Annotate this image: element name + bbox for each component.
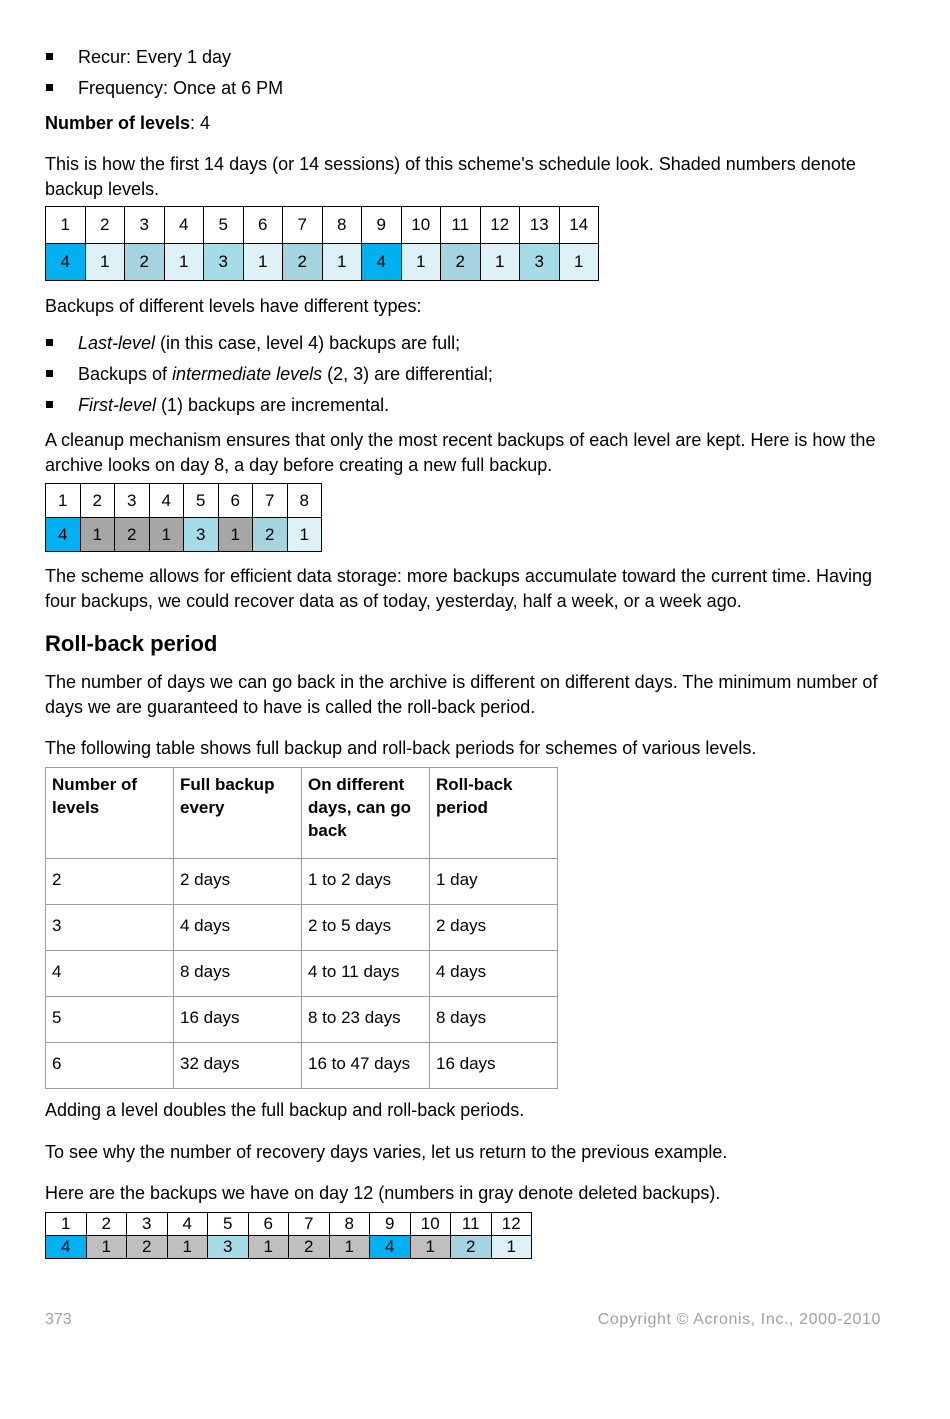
day-number-cell: 1	[46, 207, 86, 244]
schedule-settings-list	[45, 45, 283, 107]
day-number-cell: 13	[520, 207, 560, 244]
day-number-cell: 8	[329, 1213, 370, 1236]
page-number: 373	[45, 1311, 72, 1328]
storage-paragraph: The scheme allows for efficient data storage: more backups accumulate toward the current time. Having four backups, we could recover data as of today, yesterday, half a week, or a week ago.	[45, 566, 873, 611]
table-cell: 8 days	[430, 997, 558, 1043]
table-row	[46, 1213, 532, 1236]
day-number-cell: 12	[480, 207, 520, 244]
example-paragraph: To see why the number of recovery days varies, let us return to the previous example.	[45, 1142, 728, 1162]
types-intro-paragraph: Backups of different levels have different types:	[45, 296, 422, 316]
table-row	[46, 905, 558, 951]
schedule-12-days-table	[45, 1212, 532, 1259]
term: intermediate levels	[172, 364, 323, 384]
backup-level-cell: 1	[167, 1236, 208, 1259]
term: First-level	[78, 395, 157, 415]
levels-label: Number of levels	[45, 113, 191, 133]
section-heading: Roll-back period	[45, 631, 218, 656]
levels-line	[45, 111, 885, 136]
backup-level-cell: 1	[86, 1236, 127, 1259]
backup-level-cell: 1	[401, 244, 441, 281]
schedule-8-days-table	[45, 483, 322, 552]
table-cell: 4 days	[174, 905, 302, 951]
day-number-cell: 6	[218, 484, 253, 518]
backup-level-cell: 2	[253, 518, 288, 552]
day-number-cell: 4	[164, 207, 204, 244]
table-cell: 16 days	[430, 1043, 558, 1089]
day-number-cell: 10	[401, 207, 441, 244]
backup-level-cell: 1	[218, 518, 253, 552]
backup-level-cell: 1	[164, 244, 204, 281]
backup-level-cell: 1	[329, 1236, 370, 1259]
column-header: Number of levels	[46, 768, 174, 859]
bullet-text: (2, 3) are differential;	[322, 364, 493, 384]
table-cell: 16 to 47 days	[302, 1043, 430, 1089]
bullet-square-icon	[46, 84, 53, 91]
table-cell: 8 days	[174, 951, 302, 997]
backup-level-cell: 3	[208, 1236, 249, 1259]
backup-level-cell: 2	[441, 244, 481, 281]
table-cell: 2 days	[174, 859, 302, 905]
table-cell: 4 to 11 days	[302, 951, 430, 997]
backup-level-cell: 3	[520, 244, 560, 281]
list-item	[45, 362, 493, 393]
cleanup-paragraph: A cleanup mechanism ensures that only the most recent backups of each level are kept. Here is how the archive looks on day 8, a day before creating a new full backup.	[45, 430, 876, 475]
column-header: Full backup every	[174, 768, 302, 859]
table-cell: 32 days	[174, 1043, 302, 1089]
day-number-cell: 2	[86, 1213, 127, 1236]
backup-level-cell: 4	[46, 244, 86, 281]
table-cell: 3	[46, 905, 174, 951]
day-number-cell: 11	[441, 207, 481, 244]
backup-level-cell: 2	[289, 1236, 330, 1259]
day-number-cell: 12	[491, 1213, 532, 1236]
day-number-cell: 6	[248, 1213, 289, 1236]
day-number-cell: 3	[127, 1213, 168, 1236]
list-item	[45, 76, 283, 107]
backup-level-cell: 4	[362, 244, 402, 281]
bullet-square-icon	[46, 401, 53, 408]
table-cell: 4	[46, 951, 174, 997]
backup-types-list	[45, 331, 493, 424]
levels-value: : 4	[190, 113, 211, 133]
table-row	[46, 951, 558, 997]
backup-level-cell: 1	[149, 518, 184, 552]
day-number-cell: 9	[370, 1213, 411, 1236]
column-header: On different days, can go back	[302, 768, 430, 859]
day-number-cell: 8	[322, 207, 362, 244]
backup-level-cell: 4	[370, 1236, 411, 1259]
backup-level-cell: 4	[46, 1236, 87, 1259]
table-row	[46, 484, 322, 518]
doubling-paragraph: Adding a level doubles the full backup and roll-back periods.	[45, 1100, 525, 1120]
backup-level-cell: 1	[559, 244, 599, 281]
day-number-cell: 9	[362, 207, 402, 244]
day-number-cell: 4	[167, 1213, 208, 1236]
backup-level-cell: 3	[184, 518, 219, 552]
backup-level-cell: 1	[80, 518, 115, 552]
column-header: Roll-back period	[430, 768, 558, 859]
table-row	[46, 1043, 558, 1089]
day-number-cell: 7	[283, 207, 323, 244]
rollback-periods-table	[45, 767, 558, 1089]
day-number-cell: 5	[184, 484, 219, 518]
day-number-cell: 3	[125, 207, 165, 244]
table-cell: 2 days	[430, 905, 558, 951]
backup-level-cell: 1	[322, 244, 362, 281]
day-number-cell: 10	[410, 1213, 451, 1236]
table-cell: 16 days	[174, 997, 302, 1043]
list-item	[45, 393, 493, 424]
day12-paragraph: Here are the backups we have on day 12 (numbers in gray denote deleted backups).	[45, 1183, 721, 1203]
backup-level-cell: 1	[410, 1236, 451, 1259]
backup-level-cell: 1	[287, 518, 322, 552]
backup-level-cell: 2	[283, 244, 323, 281]
table-cell: 5	[46, 997, 174, 1043]
day-number-cell: 1	[46, 1213, 87, 1236]
backup-level-cell: 1	[248, 1236, 289, 1259]
table-cell: 2 to 5 days	[302, 905, 430, 951]
bullet-square-icon	[46, 370, 53, 377]
day-number-cell: 3	[115, 484, 150, 518]
day-number-cell: 2	[85, 207, 125, 244]
rollback-paragraph: The number of days we can go back in the archive is different on different days. The minimum number of days we are guaranteed to have is called the roll-back period.	[45, 672, 878, 717]
day-number-cell: 7	[289, 1213, 330, 1236]
day-number-cell: 2	[80, 484, 115, 518]
table-row	[46, 1236, 532, 1259]
table-row	[46, 859, 558, 905]
table-row	[46, 518, 322, 552]
table-cell: 2	[46, 859, 174, 905]
day-number-cell: 8	[287, 484, 322, 518]
bullet-square-icon	[46, 53, 53, 60]
day-number-cell: 5	[204, 207, 244, 244]
day-number-cell: 4	[149, 484, 184, 518]
bullet-text: (1) backups are incremental.	[156, 395, 390, 415]
table-cell: 1 to 2 days	[302, 859, 430, 905]
table-cell: 8 to 23 days	[302, 997, 430, 1043]
table-row	[46, 997, 558, 1043]
bullet-square-icon	[46, 339, 53, 346]
bullet-text: Frequency: Once at 6 PM	[78, 78, 284, 98]
day-number-cell: 1	[46, 484, 81, 518]
table-row	[46, 244, 599, 281]
backup-level-cell: 1	[491, 1236, 532, 1259]
list-item	[45, 45, 283, 76]
backup-level-cell: 4	[46, 518, 81, 552]
backup-level-cell: 2	[125, 244, 165, 281]
term: Last-level	[78, 333, 156, 353]
backup-level-cell: 2	[127, 1236, 168, 1259]
bullet-text: Recur: Every 1 day	[78, 47, 232, 67]
backup-level-cell: 2	[451, 1236, 492, 1259]
table-row	[46, 207, 599, 244]
schedule-14-days-table	[45, 206, 599, 281]
bullet-text: Backups of	[78, 364, 173, 384]
bullet-text: (in this case, level 4) backups are full;	[155, 333, 461, 353]
day-number-cell: 6	[243, 207, 283, 244]
table-cell: 6	[46, 1043, 174, 1089]
table-header-row	[46, 768, 558, 859]
backup-level-cell: 3	[204, 244, 244, 281]
backup-level-cell: 1	[480, 244, 520, 281]
backup-level-cell: 1	[85, 244, 125, 281]
day-number-cell: 14	[559, 207, 599, 244]
schedule-intro-paragraph: This is how the first 14 days (or 14 sessions) of this scheme's schedule look. Shaded numbers denote backup levels.	[45, 154, 856, 199]
day-number-cell: 11	[451, 1213, 492, 1236]
table-cell: 1 day	[430, 859, 558, 905]
day-number-cell: 7	[253, 484, 288, 518]
copyright-notice: Copyright © Acronis, Inc., 2000-2010	[597, 1311, 881, 1328]
table-intro-paragraph: The following table shows full backup and roll-back periods for schemes of various levels.	[45, 738, 757, 758]
table-cell: 4 days	[430, 951, 558, 997]
list-item	[45, 331, 493, 362]
backup-level-cell: 2	[115, 518, 150, 552]
day-number-cell: 5	[208, 1213, 249, 1236]
backup-level-cell: 1	[243, 244, 283, 281]
